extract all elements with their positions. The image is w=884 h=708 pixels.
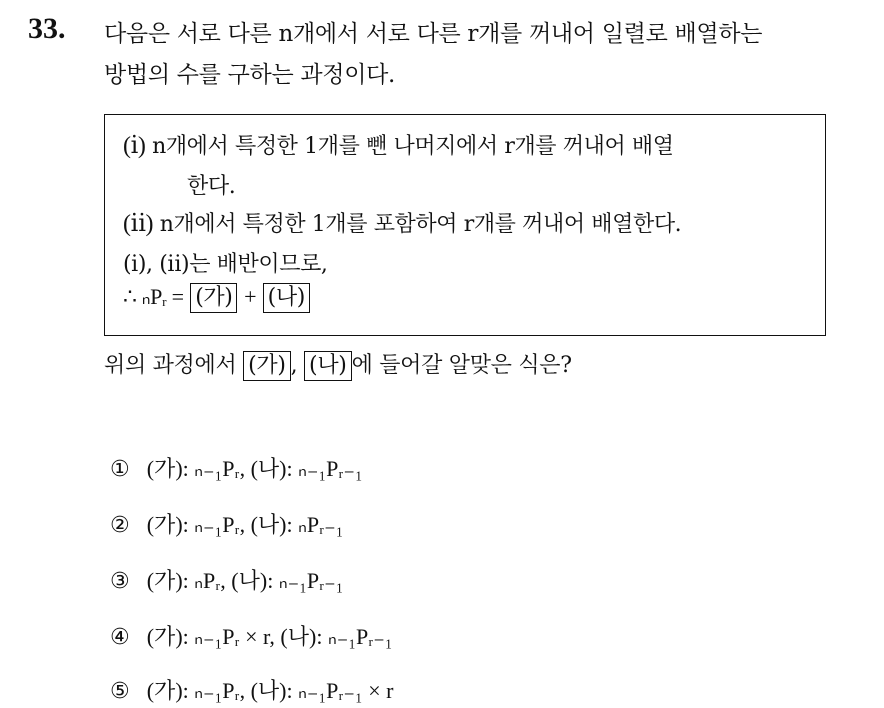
blank-b-box: (나)	[263, 283, 310, 313]
question-line-2: 방법의 수를 구하는 과정이다.	[104, 62, 396, 88]
blank-a-box: (가)	[190, 283, 237, 313]
choice-4-marker: ④	[110, 625, 130, 650]
choice-5-marker: ⑤	[110, 679, 130, 704]
question-prompt	[104, 348, 572, 381]
step-ii-text: n개에서 특정한 1개를 포함하여 r개를 꺼내어 배열한다.	[159, 212, 682, 237]
formula-lhs: ∴ ₙPᵣ =	[123, 284, 184, 309]
plus-sign: +	[244, 284, 257, 309]
question-stem	[104, 14, 866, 96]
choice-1-text: (가): ₙ₋₁Pᵣ, (나): ₙ₋₁Pᵣ₋₁	[146, 456, 363, 481]
prompt-blank-b: (나)	[304, 351, 352, 381]
choice-2[interactable]	[110, 508, 343, 539]
prompt-after: 에 들어갈 알맞은 식은?	[351, 353, 572, 378]
choice-2-marker: ②	[110, 513, 130, 538]
step-ii	[123, 207, 681, 238]
process-box	[104, 114, 826, 336]
prompt-comma: ,	[290, 353, 298, 378]
choice-3[interactable]	[110, 564, 343, 595]
question-number: 33.	[28, 12, 66, 45]
prompt-blank-a: (가)	[243, 351, 291, 381]
conclusion-text: (ⅰ), (ⅱ)는 배반이므로,	[123, 252, 328, 277]
choice-3-marker: ③	[110, 569, 130, 594]
step-ii-marker: (ⅱ)	[123, 211, 154, 237]
choice-1-marker: ①	[110, 457, 130, 482]
step-i-continuation: 한다.	[187, 174, 236, 199]
choice-1[interactable]	[110, 452, 363, 483]
choice-4[interactable]	[110, 620, 393, 651]
step-i-text: n개에서 특정한 1개를 뺀 나머지에서 r개를 꺼내어 배열	[152, 134, 674, 159]
choice-5[interactable]	[110, 674, 393, 705]
formula-line	[123, 283, 310, 313]
step-i-marker: (ⅰ)	[123, 133, 146, 159]
question-line-1: 다음은 서로 다른 n개에서 서로 다른 r개를 꺼내어 일렬로 배열하는	[104, 21, 763, 47]
prompt-before: 위의 과정에서	[104, 353, 237, 378]
step-i	[123, 129, 674, 160]
choice-5-text: (가): ₙ₋₁Pᵣ, (나): ₙ₋₁Pᵣ₋₁ × r	[146, 678, 394, 703]
choice-2-text: (가): ₙ₋₁Pᵣ, (나): ₙPᵣ₋₁	[146, 512, 344, 537]
choice-4-text: (가): ₙ₋₁Pᵣ × r, (나): ₙ₋₁Pᵣ₋₁	[146, 624, 393, 649]
choice-3-text: (가): ₙPᵣ, (나): ₙ₋₁Pᵣ₋₁	[146, 568, 344, 593]
